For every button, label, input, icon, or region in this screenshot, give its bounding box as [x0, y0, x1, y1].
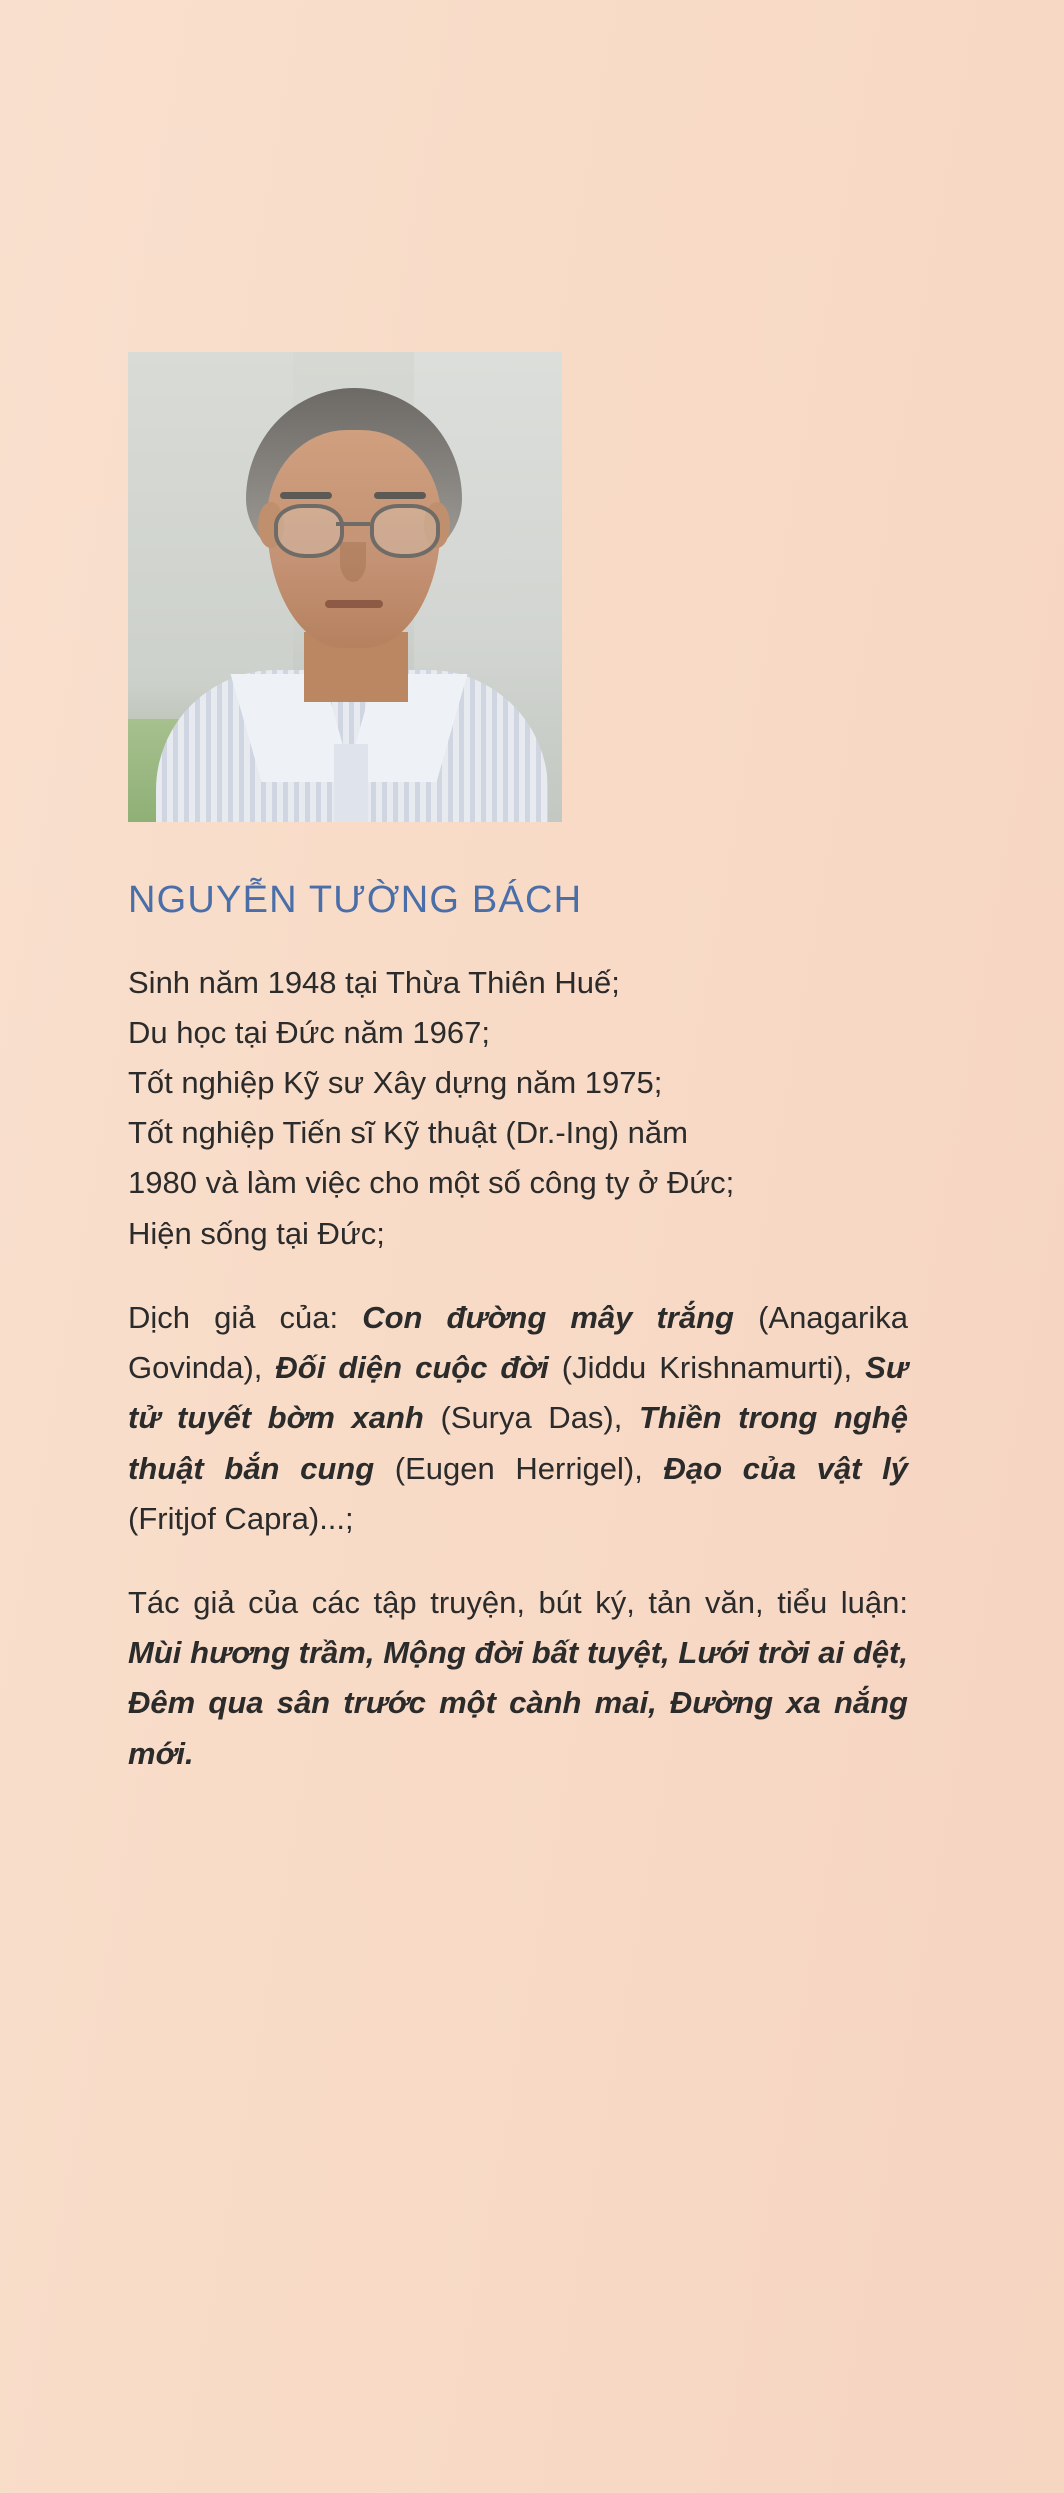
portrait-eyebrow-right	[374, 492, 426, 499]
portrait-shirt-placket	[334, 744, 368, 822]
bio-line: Sinh năm 1948 tại Thừa Thiên Huế;	[128, 964, 620, 1000]
portrait-glasses-right-lens	[370, 504, 440, 558]
content-column	[128, 352, 908, 1810]
portrait-glasses-bridge	[336, 522, 370, 526]
bio-line: 1980 và làm việc cho một số công ty ở Đức;	[128, 1165, 735, 1201]
portrait-illustration	[128, 352, 562, 822]
author-name: NGUYỄN TƯỜNG BÁCH	[128, 879, 583, 921]
translated-author: (Fritjof Capra)...;	[128, 1500, 354, 1536]
translated-title: Thiền trong nghệ thuật bắn cung	[128, 1400, 908, 1486]
portrait-nose	[340, 542, 366, 582]
bio-line: Du học tại Đức năm 1967;	[128, 1014, 490, 1050]
comma: ,	[843, 1350, 853, 1386]
author-bio-list	[128, 958, 908, 1259]
translated-title: Con đường mây trắng	[362, 1299, 734, 1335]
bio-line: Tốt nghiệp Kỹ sư Xây dựng năm 1975;	[128, 1065, 663, 1101]
comma: ,	[634, 1450, 643, 1486]
translated-author: (Anagarika Govinda)	[128, 1299, 908, 1386]
portrait-mouth	[325, 600, 383, 608]
bio-line: Tốt nghiệp Tiến sĩ Kỹ thuật (Dr.-Ing) năm	[128, 1115, 688, 1151]
translated-title: Sư tử tuyết bờm xanh	[128, 1350, 908, 1436]
comma: ,	[613, 1400, 623, 1436]
translator-lead: Dịch giả của:	[128, 1299, 339, 1335]
comma: ,	[253, 1350, 263, 1386]
authored-titles: Mùi hương trầm, Mộng đời bất tuyệt, Lưới trời ai dệt, Đêm qua sân trước một cành mai, Đường xa nắng mới.	[128, 1635, 908, 1771]
translated-author: (Surya Das)	[440, 1400, 614, 1436]
translated-author: (Eugen Herrigel)	[394, 1450, 635, 1486]
translated-title: Đối diện cuộc đời	[275, 1350, 549, 1386]
portrait-glasses-left-lens	[274, 504, 344, 558]
translator-works-paragraph	[128, 1293, 908, 1544]
authored-lead: Tác giả của các tập truyện, bút ký, tản văn, tiểu luận:	[128, 1585, 908, 1620]
portrait-eyebrow-left	[280, 492, 332, 499]
bio-line: Hiện sống tại Đức;	[128, 1215, 385, 1251]
author-portrait	[128, 352, 562, 822]
translated-title: Đạo của vật lý	[663, 1450, 908, 1486]
translated-author: (Jiddu Krishnamurti)	[561, 1350, 844, 1386]
authored-works-paragraph	[128, 1578, 908, 1779]
